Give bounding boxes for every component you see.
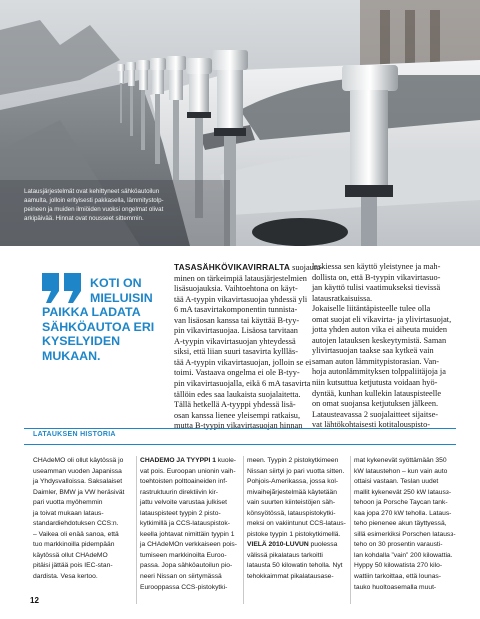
- column-divider: [136, 456, 137, 604]
- section-title: LATAUKSEN HISTORIA: [33, 431, 116, 438]
- article-line: A-tyypin vikavirtasuojan yhteydessä: [174, 336, 296, 346]
- article-line: laskiessa sen käyttö yleistynee ja mah-: [312, 262, 441, 271]
- sidebar-line: Hyppy 50 kilowatista 270 kilo-: [354, 562, 443, 570]
- article-line: hoja autonlämmityksen tolppaliitäjoja ja: [312, 367, 446, 377]
- sidebar-line: sillä esimerkiksi Porschen latausз-: [354, 530, 456, 538]
- article-line: Tällä hetkellä A-tyyppi yhdessä lisä-: [174, 400, 296, 410]
- article-column-1: [174, 262, 324, 432]
- article-line: minen on tärkeimpiä latausjärjestelmien: [174, 273, 307, 283]
- article-line: on omat suojansa ketjutuksen jälkeen.: [312, 399, 439, 409]
- sidebar-line: latauspisteet tyypin 2 pisto-: [140, 509, 221, 517]
- sidebar-line: pari vuotta myöhemmin: [33, 499, 103, 507]
- sidebar-line: välissä pikalataus tarkoitti: [247, 551, 323, 559]
- article-line: mutta B-tyypin vikavirtasuojan hinnan: [174, 421, 303, 431]
- column-divider: [350, 456, 351, 604]
- sidebar-line: mivaiheja̋rjestelmää käytetään: [247, 488, 337, 496]
- sidebar-column-3: [247, 456, 346, 583]
- sidebar-line: tumiseen markkinoilta Euroo-: [140, 551, 227, 559]
- sidebar-line: jattu velvoite varustaa julkiset: [140, 499, 227, 507]
- article-line: pin vikavirtasuojaa. Lisäosa tarvitaan: [174, 326, 298, 336]
- sidebar-line: kW lataustehon – kun vain auto: [354, 467, 448, 475]
- article-line: van lisäosan kanssa tai käyttää B-tyy-: [174, 315, 300, 325]
- sidebar-line: latausta 50 kilowatin teholla. Nyt: [247, 562, 343, 570]
- sidebar-column-4: [354, 456, 456, 593]
- sidebar-line: teho pienenee akun täyttyessä,: [354, 520, 447, 528]
- article-line: pin vikavirtasuojalla, eikä 6 mA tasavirta: [174, 379, 311, 389]
- article-column-2: [312, 262, 452, 431]
- pull-quote-line: KYSELYIDEN MUKAAN.: [42, 334, 121, 363]
- article-line: Jokaiselle liitäntäpisteelle tulee olla: [312, 304, 431, 314]
- sidebar-line: tehokkaimmat pikalatausase-: [247, 573, 334, 581]
- article-line: jan käyttö tulisi vaatimukseksi tievissä: [312, 283, 441, 293]
- sidebar-line: CHAdeMO oli ollut käytössä jo: [33, 457, 124, 464]
- article-line: tää A-tyypin vikavirtasuojaa yhdessä yli: [174, 294, 308, 304]
- article-line: niin kutsuttua ketjutusta voidaan hyö-: [312, 378, 438, 388]
- sidebar-line: tauko huoltoasemalla muut-: [354, 583, 437, 591]
- sidebar-line: Pohjois-Amerikassa, jossa kol-: [247, 478, 339, 486]
- page-number: 12: [30, 596, 39, 605]
- sidebar-line: vain suurten kiinteistöjen säh-: [247, 499, 336, 507]
- pull-quote-line: MIELUISIN: [90, 290, 153, 305]
- article-line: 6 mA tasavirtakomponentin tunnista-: [174, 305, 298, 315]
- article-line: lisäsuojauksia. Vaihtoehtona on käyt-: [174, 284, 298, 294]
- sidebar-line: vat pois. Euroopan unionin vaih-: [140, 467, 236, 475]
- sidebar-line: teho on 30 prosentin varausti-: [354, 541, 443, 549]
- article-line: Latausteavassa 2 suojalaitteet sijaitse-: [312, 409, 439, 419]
- pull-quote: [42, 276, 167, 364]
- sidebar-line: dardista. Vesa kertoo.: [33, 573, 98, 581]
- sidebar-line: kaa jopa 270 kW teholla. Lataus-: [354, 509, 452, 517]
- article-line: omat suojat eli vikavirta- ja ylivirtasuojat,: [312, 314, 452, 324]
- sidebar-line: kuole-: [215, 457, 237, 464]
- sidebar-line: tuo markkinoilla pidempään: [33, 541, 115, 549]
- article-line: saman auton lämmitypistorasian. Van-: [312, 356, 440, 366]
- sidebar-line: lan kohdalla ”vain” 200 kilowattia.: [354, 551, 453, 559]
- sidebar-line: mallit kykenevät 250 kW latausз-: [354, 488, 452, 496]
- pull-quote-line: KOTI ON: [90, 276, 142, 290]
- sidebar-line: wattiin tarkoittaa, että lounas-: [354, 573, 441, 581]
- article-lead: TASASÄHKÖVIKAVIRRALTA: [174, 262, 291, 272]
- sidebar-line: ja Yhdysvalloissa. Saksalaiset: [33, 478, 123, 486]
- column-divider: [243, 456, 244, 604]
- section-divider: [24, 428, 456, 429]
- sidebar-column-1: [33, 456, 124, 583]
- sidebar-line: Daimler, BMW ja VW heräsivät: [33, 488, 125, 496]
- sidebar-line: ja CHAdeMOn verkkaiseen pois-: [140, 541, 238, 549]
- sidebar-column-2: [140, 456, 237, 593]
- sidebar-line: kytkimillä ja CCS-latauspistok-: [140, 520, 230, 528]
- sidebar-line: Eurooppassa CCS-pistokytki-: [140, 583, 228, 591]
- article-line: dollista on, että B-tyypin vikavirtasuo-: [312, 272, 441, 282]
- sidebar-line: tehoon ja Porsche Taycan tank-: [354, 499, 448, 507]
- sidebar-line: käytössä ollut CHAdeMO: [33, 551, 108, 559]
- article-line: latausratkaisuissa.: [312, 293, 373, 303]
- photo-caption: [24, 187, 196, 223]
- sidebar-line: pitäisi jättää pois IEC-stan-: [33, 562, 113, 570]
- sidebar-line: rastruktuurin direktiivin kir-: [140, 488, 219, 496]
- sidebar-line: neeri Nissan on siirtymässä: [140, 573, 222, 581]
- article-line: toimi. Vastaava ongelma ei ole B-tyy-: [174, 368, 300, 378]
- sidebar-line: puolessa: [308, 541, 338, 549]
- sidebar-line: – Vaikea oli enää sanoa, että: [33, 530, 119, 538]
- article-line: jotta yhden auton vika ei aiheuta muiden: [312, 325, 448, 335]
- sidebar-lead: CHADEMO JA TYYPPI 1: [140, 457, 216, 464]
- sidebar-line: keella johtavat nimittäin tyypin 1: [140, 530, 235, 538]
- sidebar-line: ja toivat mukaan lataus-: [33, 509, 104, 517]
- article-line: tällöin edes saa laukaista suojalaitetta.: [174, 389, 301, 399]
- article-line: vat lähtökohtaisesti kotitalouspisto-: [312, 420, 430, 430]
- sidebar-lead: VIELÄ 2010-LUVUN: [247, 541, 309, 549]
- article-line: autojen latauksen keskeytymistä. Saman: [312, 335, 447, 345]
- sidebar-line: könsyötössä, latauspistokytki-: [247, 509, 336, 517]
- sidebar-line: passa. Jopa sähköautoilun pio-: [140, 562, 233, 570]
- article-line: tää A-tyypin vikavirtasuojan, jolloin se ei: [174, 357, 312, 367]
- caption-line: arkipäivää. Hinnat ovat nousseet sittemmin.: [24, 215, 144, 222]
- sidebar-line: useamman vuoden Japanissa: [33, 467, 122, 475]
- caption-line: Latausjärjestelmät ovat kehittyneet sähköautoilun: [24, 188, 160, 195]
- section-divider: [24, 444, 456, 445]
- hero-photo: [0, 0, 480, 246]
- sidebar-line: pistoke tyypin 1 pistokytkimellä.: [247, 530, 341, 538]
- article-line: osan kanssa lienee yleisempi ratkaisu,: [174, 410, 301, 420]
- sidebar-line: meen. Tyypin 2 pistokytkimeen: [247, 457, 339, 464]
- pull-quote-line: PAIKKA LADATA: [42, 305, 141, 320]
- sidebar-line: standardiehdotuksen CCS:n.: [33, 520, 119, 528]
- caption-line: peineen ja muiden ilmiöiden vuoksi ongelmat olivat: [24, 206, 164, 213]
- article-line: ylivirtasuojan taakse saa kytkeä vain: [312, 346, 434, 356]
- article-line: suojautu-: [290, 263, 324, 272]
- sidebar-line: Nissan siirtyi jo pari vuotta sitten.: [247, 467, 345, 475]
- pull-quote-line: SÄHKÖAUTOA ERI: [42, 319, 155, 334]
- article-line: siksi, että liian suuri tasavirta kyllläs-: [174, 347, 298, 357]
- caption-line: aamulta, jolloin erityisesti pakkasella, lämmitystolp-: [24, 197, 164, 204]
- sidebar-line: ottaisi vastaan. Teslan uudet: [354, 478, 439, 486]
- sidebar-line: meksi on vakiintunut CCS-lataus-: [247, 520, 346, 528]
- sidebar-line: toehtoisten polttoaineiden inf-: [140, 478, 228, 486]
- sidebar-line: mat kykenevät syöttämään 350: [354, 457, 447, 464]
- article-line: dyntää, kunhan kullekin latauspisteelle: [312, 388, 442, 398]
